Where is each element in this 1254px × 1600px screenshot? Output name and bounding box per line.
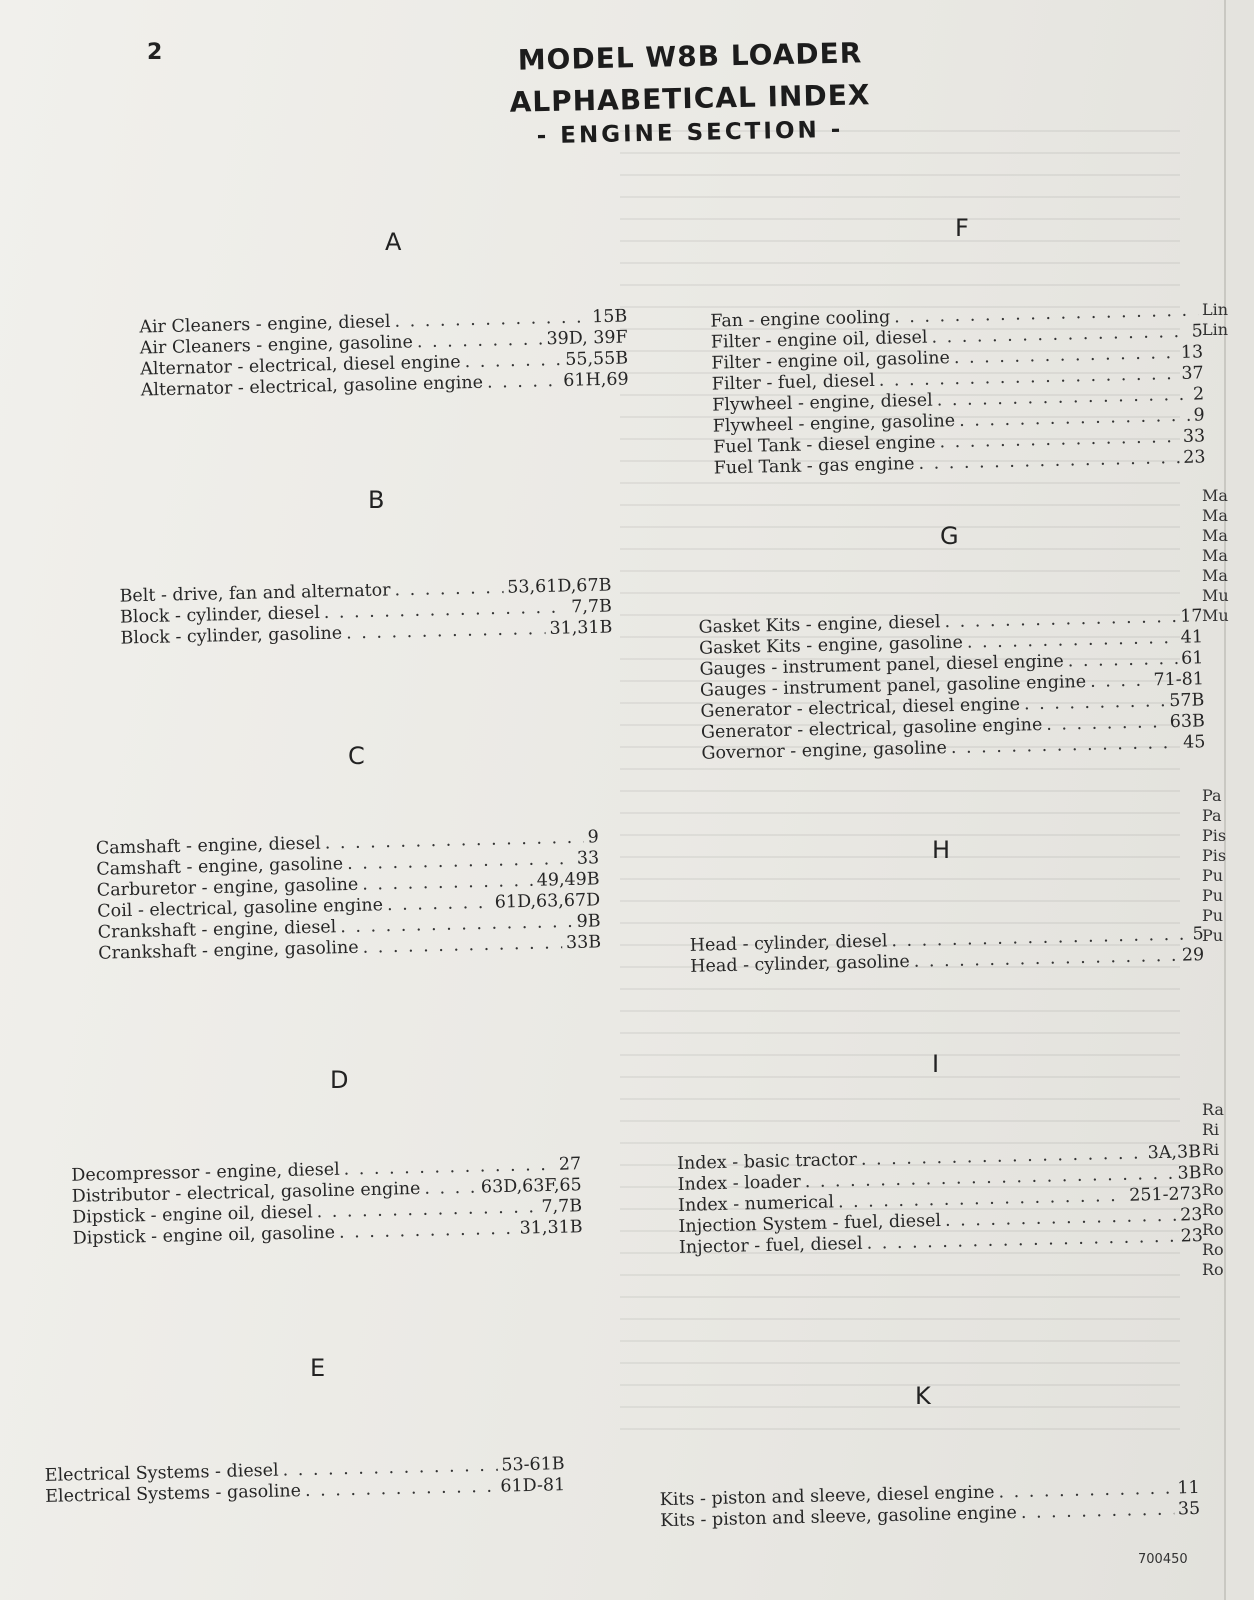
index-entry: Camshaft - engine, diesel . . . 9 xyxy=(96,827,599,859)
index-entry: Belt - drive, fan and alternator . . . 53,61D,67B xyxy=(119,575,611,607)
letter-e-heading: E xyxy=(310,1354,326,1382)
letter-k-heading: K xyxy=(915,1382,931,1410)
index-entry: Camshaft - engine, gasoline . . . 33 xyxy=(96,848,599,880)
index-entry: Injector - fuel, diesel . . . 23 xyxy=(679,1226,1203,1259)
index-entry: Filter - engine oil, diesel . . . 5 xyxy=(711,321,1203,353)
index-entry: Index - loader . . . 3B xyxy=(677,1163,1201,1196)
letter-i-heading: I xyxy=(932,1050,940,1078)
index-entry: Governor - engine, gasoline . . . 45 xyxy=(701,732,1205,764)
index-entry: Distributor - electrical, gasoline engine . . . 63D,63F,65 xyxy=(72,1175,582,1208)
index-entry: Block - cylinder, gasoline . . . 31,31B xyxy=(120,617,612,649)
next-page-edge xyxy=(1224,0,1254,1600)
index-entry: Carburetor - engine, gasoline . . . 49,49B xyxy=(97,869,600,901)
letter-f-heading: F xyxy=(955,214,969,242)
index-entry: Dipstick - engine oil, gasoline . . . 31,31B xyxy=(73,1217,583,1250)
section-heading: - ENGINE SECTION - xyxy=(536,116,844,150)
document-code: 700450 xyxy=(1138,1552,1188,1567)
index-entry: Filter - fuel, diesel . . . 37 xyxy=(712,363,1204,395)
index-entry: Fan - engine cooling . . . xyxy=(710,300,1202,332)
margin-fragments-p: Pa Pa Pis Pis Pu Pu Pu Pu xyxy=(1202,786,1227,945)
letter-c-heading: C xyxy=(348,742,365,770)
index-entry: Gasket Kits - engine, diesel . . . 17 xyxy=(698,606,1202,638)
letter-a-heading: A xyxy=(385,228,402,256)
margin-fragments-m: Ma Ma Ma Ma Ma Mu Mu xyxy=(1202,486,1229,625)
index-entry: Head - cylinder, gasoline . . . 29 xyxy=(690,945,1204,978)
section-c-list xyxy=(96,827,602,964)
index-heading: ALPHABETICAL INDEX xyxy=(509,78,871,119)
section-f-list xyxy=(710,300,1206,479)
index-entry: Gauges - instrument panel, gasoline engine . . . 71-81 xyxy=(700,669,1204,701)
index-entry: Alternator - electrical, diesel engine . . . 55,55B xyxy=(140,348,628,380)
section-a-list xyxy=(139,306,629,401)
margin-fragments-l: Lin Lin xyxy=(1202,300,1229,339)
index-entry: Block - cylinder, diesel . . . 7,7B xyxy=(120,596,612,628)
index-entry: Flywheel - engine, diesel . . . 2 xyxy=(712,384,1204,416)
section-k-list xyxy=(660,1478,1201,1532)
page-number: 2 xyxy=(147,40,163,65)
index-entry: Index - numerical . . . 251-273 xyxy=(678,1184,1202,1217)
section-g-list xyxy=(698,606,1205,764)
index-entry: Crankshaft - engine, gasoline . . . 33B xyxy=(98,932,601,964)
index-entry: Filter - engine oil, gasoline . . . 13 xyxy=(711,342,1203,374)
letter-g-heading: G xyxy=(940,522,959,550)
index-entry: Generator - electrical, gasoline engine . . . 63B xyxy=(701,711,1205,743)
index-entry: Decompressor - engine, diesel . . . 27 xyxy=(71,1154,581,1187)
index-entry: Fuel Tank - diesel engine . . . 33 xyxy=(713,426,1205,458)
index-entry: Index - basic tractor . . . 3A,3B xyxy=(677,1142,1201,1175)
letter-d-heading: D xyxy=(330,1066,349,1094)
index-entry: Alternator - electrical, gasoline engine . . . 61H,69 xyxy=(141,369,629,401)
index-entry: Air Cleaners - engine, diesel . . . 15B xyxy=(139,306,627,338)
letter-h-heading: H xyxy=(932,836,951,864)
index-entry: Flywheel - engine, gasoline . . . 9 xyxy=(713,405,1205,437)
page-title: MODEL W8B LOADER xyxy=(517,36,863,77)
margin-fragments-r: Ra Ri Ri Ro Ro Ro Ro Ro Ro xyxy=(1202,1100,1224,1279)
index-entry: Fuel Tank - gas engine . . . 23 xyxy=(713,447,1205,479)
index-entry: Gasket Kits - engine, gasoline . . . 41 xyxy=(699,627,1203,659)
index-entry: Gauges - instrument panel, diesel engine . . . 61 xyxy=(699,648,1203,680)
section-b-list xyxy=(119,575,612,649)
index-entry: Head - cylinder, diesel . . . 5 xyxy=(690,924,1204,957)
index-entry: Dipstick - engine oil, diesel . . . 7,7B xyxy=(72,1196,582,1229)
index-entry: Kits - piston and sleeve, diesel engine . . . 11 xyxy=(660,1478,1200,1511)
letter-b-heading: B xyxy=(368,486,385,514)
index-entry: Electrical Systems - diesel . . . 53-61B xyxy=(45,1454,565,1487)
index-entry: Electrical Systems - gasoline . . . 61D-81 xyxy=(45,1475,565,1508)
section-i-list xyxy=(677,1142,1203,1259)
section-d-list xyxy=(71,1154,583,1250)
index-entry: Crankshaft - engine, diesel . . . 9B xyxy=(98,911,601,943)
index-entry: Air Cleaners - engine, gasoline . . . 39D, 39F xyxy=(140,327,628,359)
index-entry: Injection System - fuel, diesel . . . 23 xyxy=(678,1205,1202,1238)
index-entry: Kits - piston and sleeve, gasoline engine . . . 35 xyxy=(660,1499,1200,1532)
index-entry: Coil - electrical, gasoline engine . . . 61D,63,67D xyxy=(97,890,600,922)
section-e-list xyxy=(45,1454,566,1508)
index-entry: Generator - electrical, diesel engine . . . 57B xyxy=(700,690,1204,722)
